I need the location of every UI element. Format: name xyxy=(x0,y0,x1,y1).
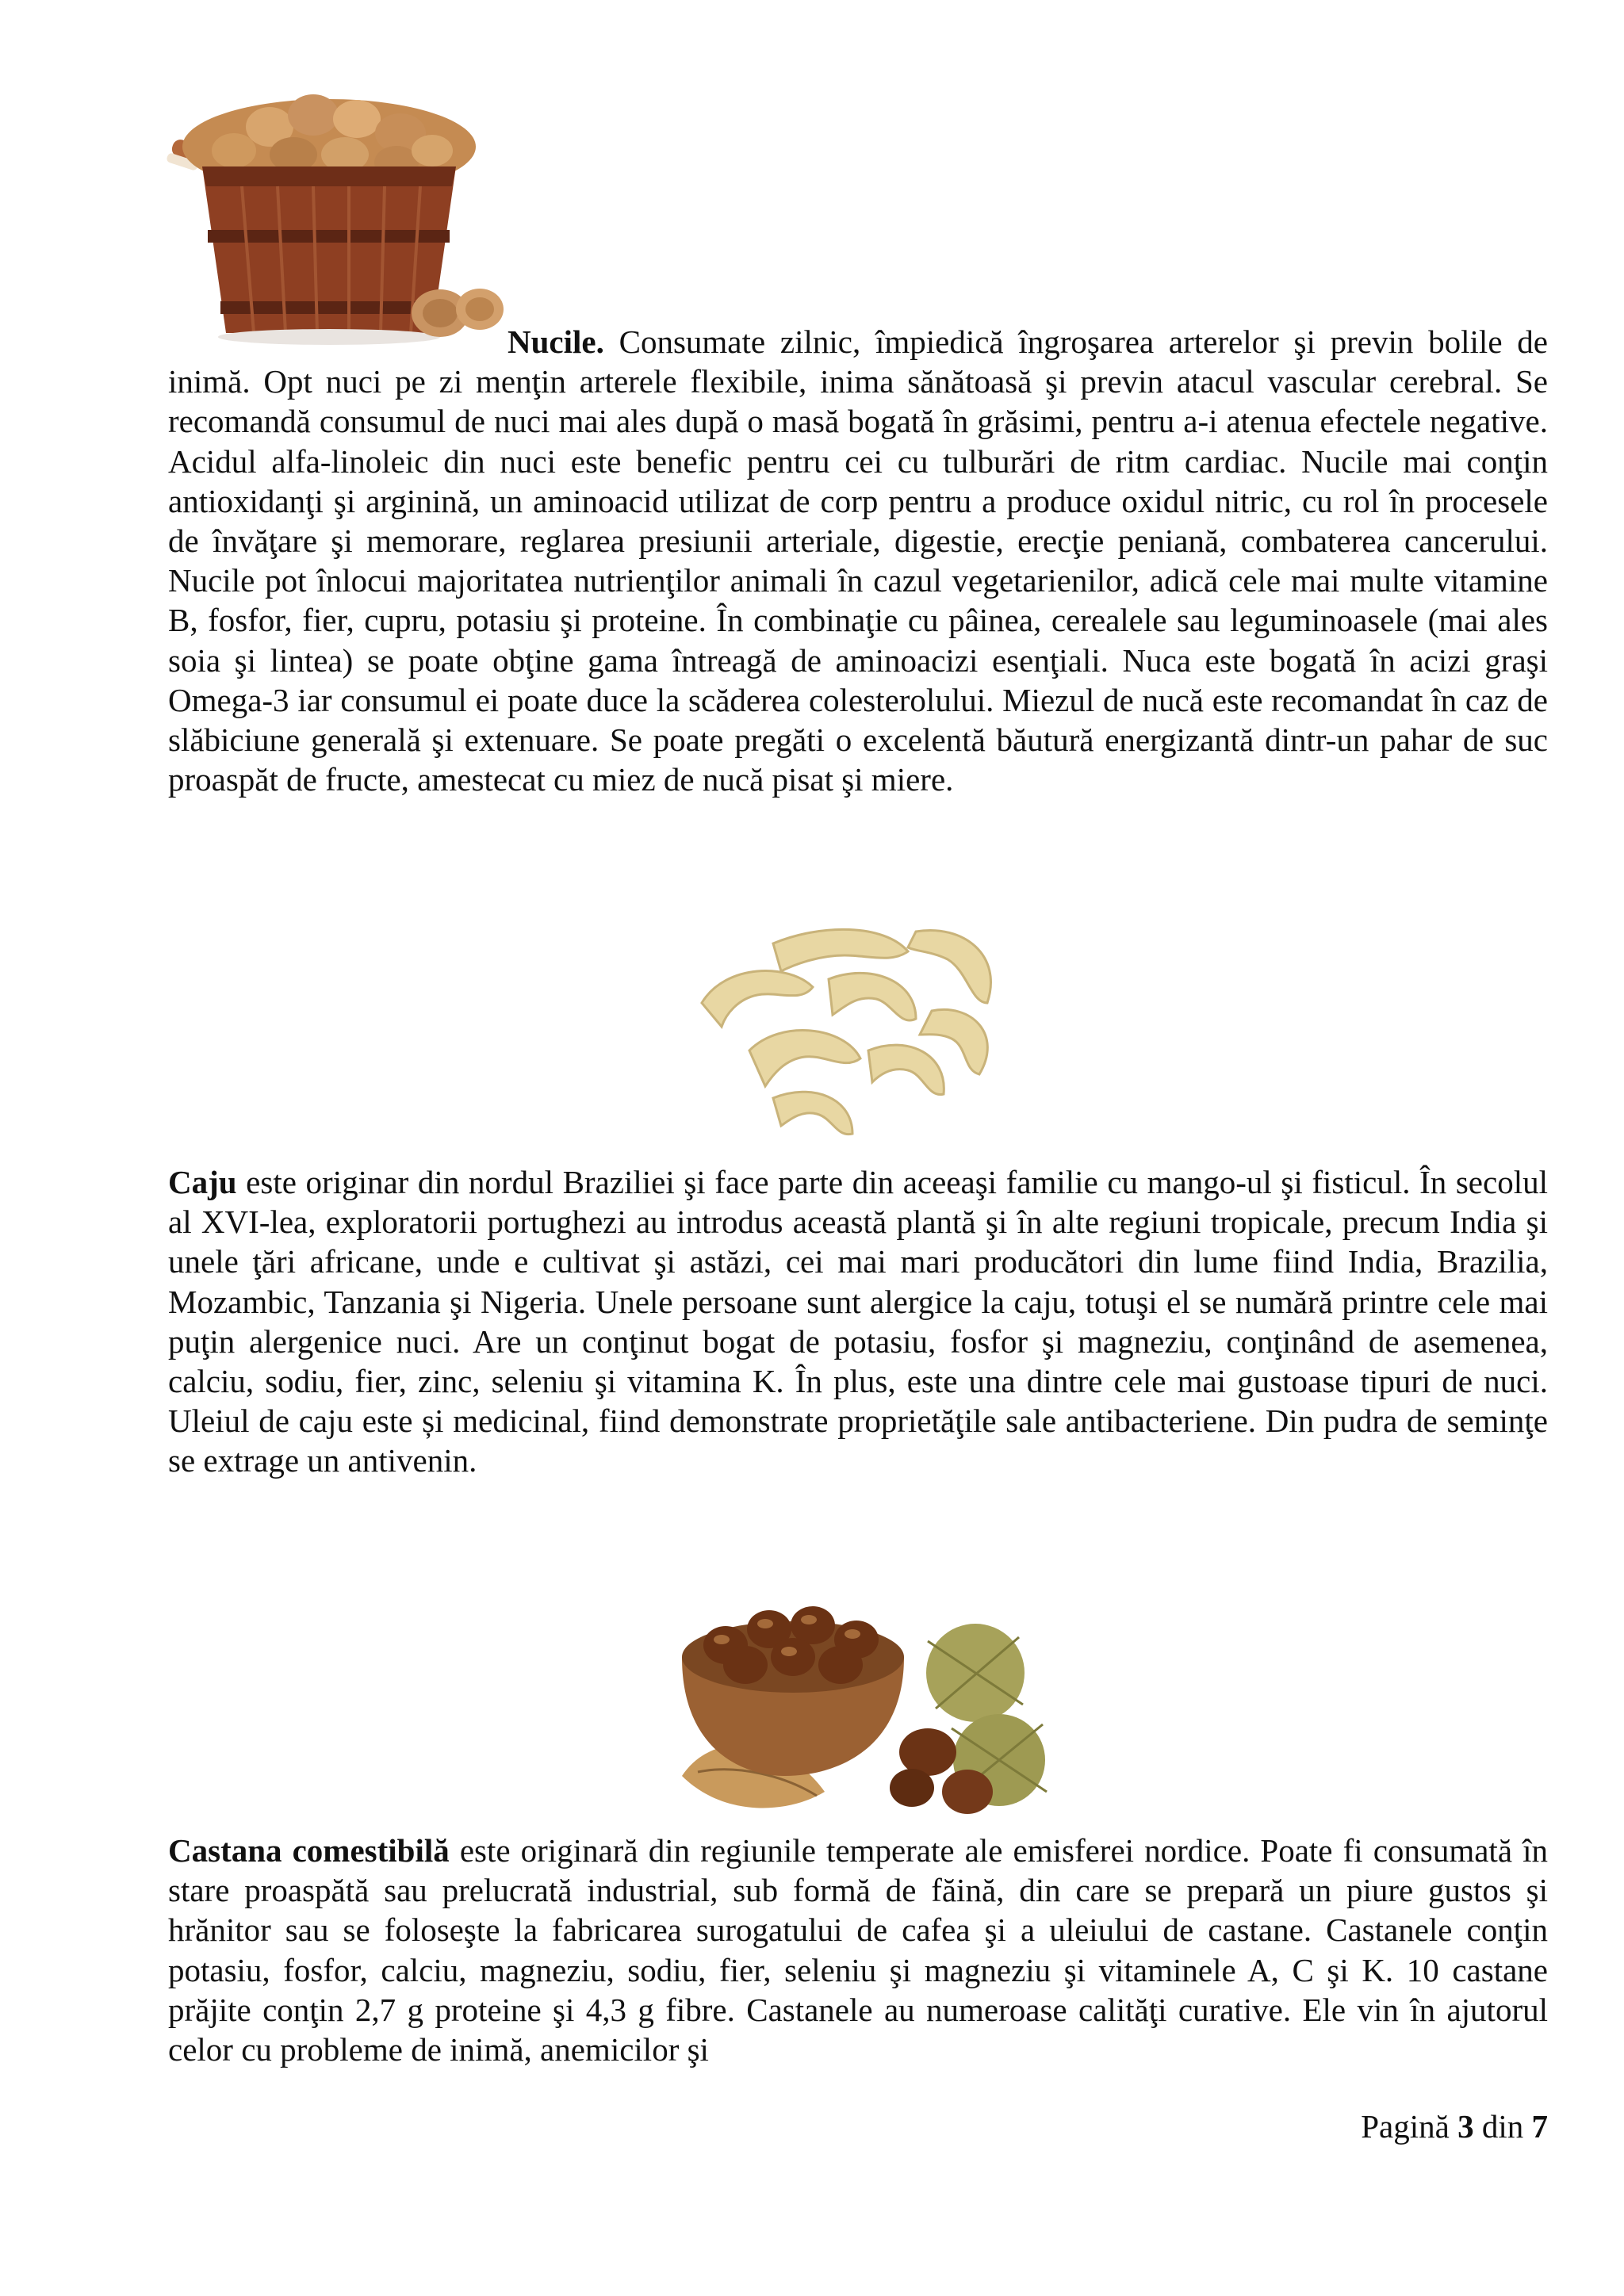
walnuts-body: Consumate zilnic, împiedică îngroşarea arterelor şi previn bolile de inimă. Opt nuci pe zi menţin arterele flexibile, inima sănătoasă şi previn atacul vascular cerebral. Se recomandă consumul de nuci mai ales după o masă bogată în grăsimi, pentru a-i atenua efectele negative. Acidul alfa-linoleic din nuci este benefic pentru cei cu tulburări de ritm cardiac. Nucile mai conţin antioxidanţi şi arginină, un aminoacid utilizat de corp pentru a produce oxidul nitric, cu rol în procesele de învăţare şi memorare, reglarea presiunii arteriale, digestie, erecţie peniană, combaterea cancerului. Nucile pot înlocui majoritatea nutrienţilor animali în cazul vegetarienilor, adică cele mai multe vitamine B, fosfor, fier, cupru, potasiu şi proteine. În combinaţie cu pâinea, cerealele sau leguminoasele (mai ales soia şi lintea) se poate obţine gama întreagă de aminoacizi esenţiali. Nuca este bogată în acizi graşi Omega-3 iar consumul ei poate duce la scăderea colesterolului. Miezul de nucă este recomandat în caz de slăbiciune generală şi extenuare. Se poate pregăti o excelentă băutură energizantă dintr-un pahar de suc proaspăt de fructe, amestecat cu miez de nucă pisat şi miere. xyxy=(168,323,1548,798)
chestnut-body: este originară din regiunile temperate ale emisferei nordice. Poate fi consumată în stare proaspătă sau prelucrată industrial, sub formă de făină, din care se prepară un piure gustos şi hrănitor sau se foloseşte la fabricarea surogatului de cafea şi a uleiului de castane. Castanele conţin potasiu, fosfor, calciu, magneziu, sodiu, fier, seleniu şi magneziu şi vitaminele A, C şi K. 10 castane prăjite conţin 2,7 g proteine şi 4,3 g fibre. Castanele au numeroase calităţi curative. Ele vin în ajutorul celor cu probleme de inimă, anemicilor şi xyxy=(168,1832,1548,2068)
cashew-body: este originar din nordul Braziliei şi face parte din aceeaşi familie cu mango-ul şi fisticul. În secolul al XVI-lea, exploratorii portughezi au introdus această plantă şi în alte regiuni tropicale, precum India şi unele ţări africane, unde e cultivat şi astăzi, cei mai mari producători din lume fiind India, Brazilia, Mozambic, Tanzania şi Nigeria. Unele persoane sunt alergice la caju, totuşi el se numără printre cele mai puţin alergenice nuci. Are un conţinut bogat de potasiu, fosfor şi magneziu, conţinând de asemenea, calciu, sodiu, fier, zinc, seleniu şi vitamina K. În plus, este una dintre cele mai gustoase tipuri de nuci. Uleiul de caju este și medicinal, fiind demonstrate proprietăţile sale antibacteriene. Din pudra de seminţe se extrage un antivenin. xyxy=(168,1164,1548,1479)
page-number-total: 7 xyxy=(1531,2108,1548,2145)
page-number-current: 3 xyxy=(1457,2108,1474,2145)
walnuts-paragraph xyxy=(168,322,1548,799)
chestnut-image xyxy=(650,1570,1063,1831)
cashew-image xyxy=(654,916,1051,1154)
chestnut-paragraph xyxy=(168,1831,1548,2069)
walnut-basket-image xyxy=(159,71,508,357)
chestnut-heading: Castana comestibilă xyxy=(168,1832,450,1869)
cashew-paragraph xyxy=(168,1162,1548,1481)
page-number xyxy=(1316,2107,1548,2145)
page-number-prefix: Pagină xyxy=(1361,2108,1458,2145)
cashew-heading: Caju xyxy=(168,1164,237,1200)
page-number-middle: din xyxy=(1473,2108,1532,2145)
walnuts-heading: Nucile. xyxy=(508,323,604,360)
